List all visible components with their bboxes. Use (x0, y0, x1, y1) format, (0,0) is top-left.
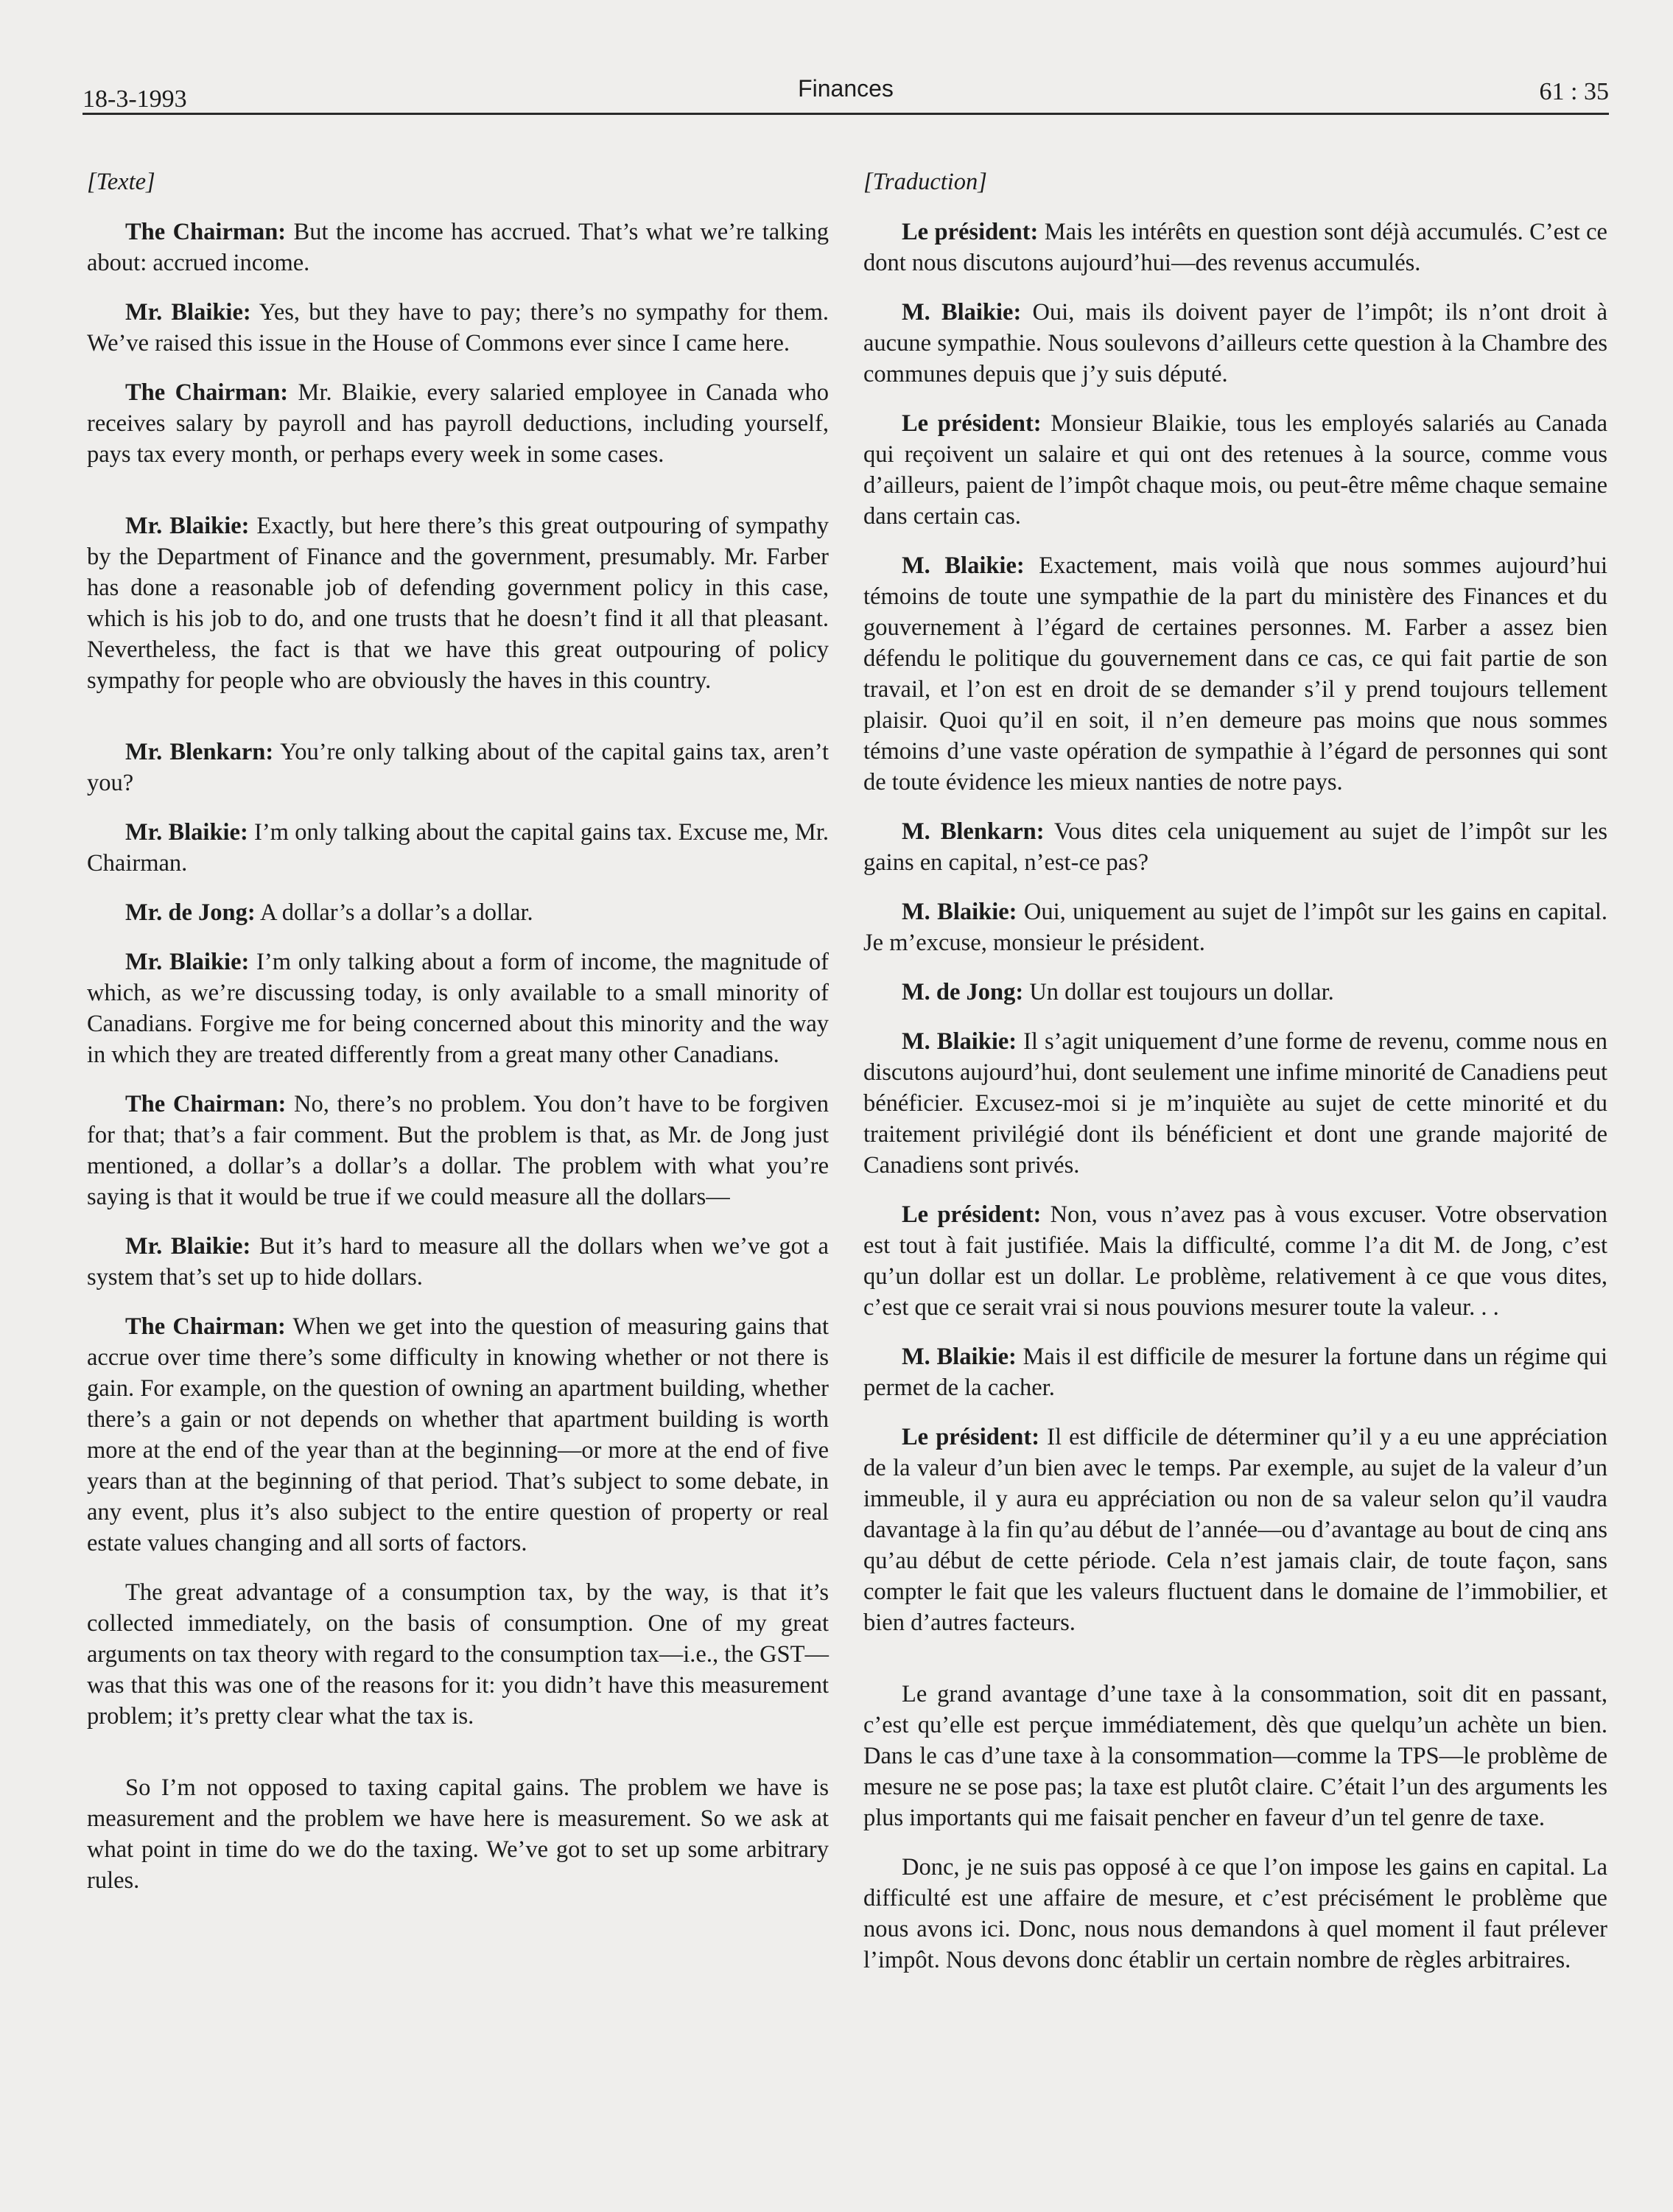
header-rule (83, 113, 1609, 115)
speaker-name: The Chairman: (125, 379, 289, 406)
paragraph-text: But the income has accrued. That’s what we’re talking about: accrued income. (87, 219, 830, 276)
transcript-paragraph (863, 1422, 1607, 1638)
transcript-paragraph (863, 896, 1607, 958)
paragraph-text: Mais il est difficile de mesurer la fortune dans un régime qui permet de la cacher. (863, 1344, 1607, 1401)
speaker-name: The Chairman: (125, 1091, 287, 1117)
paragraph-text: Exactly, but here there’s this great outpouring of sympathy by the Department of Finance and the government, presumably. Mr. Farber has done a reasonable job of defending government policy in this case, which is his job to do, and one trusts that he doesn’t find it all that pleasant. Nevertheless, the fact is that we have this great outpouring of policy sympathy for people who are obviously the haves in this country. (87, 513, 829, 694)
speaker-name: M. Blaikie: (902, 552, 1025, 579)
speaker-name: M. Blenkarn: (902, 818, 1045, 845)
paragraph-text: When we get into the question of measuring gains that accrue over time there’s some difficulty in knowing whether or not there is gain. For example, on the question of owning an apartment building, whether there’s a gain or not depends on whether that apartment building is worth more at the end of the year than at the beginning—or more at the end of five years than at the beginning of that period. That’s subject to some debate, in any event, plus it’s also subject to the entire question of property or real estate values changing and all sorts of factors. (87, 1313, 829, 1556)
paragraph-text: Le grand avantage d’une taxe à la consommation, soit dit en passant, c’est qu’elle est perçue immédiatement, dès que quelqu’un achète un bien. Dans le cas d’une taxe à la consommation—comme la TPS—le problème de mesure ne se pose pas; la taxe est plutôt claire. C’était l’un des arguments les plus importants qui me faisait pencher en faveur d’un tel genre de taxe. (863, 1681, 1607, 1831)
column-label: [Traduction] (863, 169, 987, 195)
header-date: 18-3-1993 (83, 85, 187, 113)
transcript-paragraph (863, 977, 1607, 1008)
speaker-name: Mr. Blaikie: (125, 299, 251, 326)
transcript-paragraph (87, 737, 829, 798)
paragraph-text: Oui, uniquement au sujet de l’impôt sur les gains en capital. Je m’excuse, monsieur le président. (863, 899, 1607, 956)
transcript-paragraph (863, 550, 1607, 798)
paragraph-text: Yes, but they have to pay; there’s no sympathy for them. We’ve raised this issue in the House of Commons ever since I came here. (87, 299, 829, 357)
speaker-name: Mr. de Jong: (125, 899, 256, 926)
transcript-paragraph (87, 1311, 829, 1559)
transcript-paragraph (87, 1577, 829, 1732)
transcript-paragraph (87, 297, 829, 359)
transcript-paragraph (87, 217, 829, 278)
paragraph-text: Il est difficile de déterminer qu’il y a eu une appréciation de la valeur d’un bien avec le temps. Par exemple, au sujet de la valeur d’un immeuble, il y aura eu appréciation ou non de sa valeur selon qu’il vaudra davantage à la fin qu’au début de l’année—ou d’avantage au bout de cinq ans qu’au début de cette période. Cela n’est jamais clair, de toute façon, sans compter le fait que les valeurs fluctuent dans le domaine de l’immobilier, et bien d’autres facteurs. (863, 1424, 1607, 1636)
french-column (863, 166, 1607, 1994)
speaker-name: Le président: (902, 1201, 1042, 1228)
header-page-number: 61 : 35 (1539, 78, 1609, 105)
transcript-paragraph (87, 510, 829, 696)
paragraph-text: Exactement, mais voilà que nous sommes aujourd’hui témoins de toute une sympathie de la part du ministère des Finances et du gouvernement à l’égard de certaines personnes. M. Farber a assez bien défendu le politique du gouvernement dans ce cas, ce qui fait partie de son travail, et l’on est en droit de se demander s’il y prend toujours tellement plaisir. Quoi qu’il en soit, il n’en demeure pas moins que nous sommes témoins d’une vaste opération de sympathie à l’égard de personnes qui sont de toute évidence les mieux nanties de notre pays. (863, 552, 1607, 796)
paragraph-text: Oui, mais ils doivent payer de l’impôt; ils n’ont droit à aucune sympathie. Nous soulevons d’ailleurs cette question à la Chambre des communes depuis que j’y suis député. (863, 299, 1608, 387)
english-column (87, 166, 829, 1914)
column-label: [Texte] (87, 169, 155, 195)
transcript-paragraph (863, 297, 1607, 390)
speaker-name: M. Blaikie: (902, 899, 1017, 925)
transcript-paragraph (87, 947, 829, 1070)
speaker-name: Le président: (902, 219, 1039, 245)
transcript-paragraph (863, 1026, 1607, 1181)
header-section: Finances (798, 75, 894, 102)
transcript-paragraph (863, 408, 1607, 532)
speaker-name: The Chairman: (125, 219, 287, 245)
speaker-name: M. Blaikie: (902, 1028, 1017, 1055)
transcript-paragraph (863, 1199, 1607, 1323)
paragraph-text: Vous dites cela uniquement au sujet de l’impôt sur les gains en capital, n’est-ce pas? (863, 818, 1607, 876)
paragraph-text: I’m only talking about a form of income, the magnitude of which, as we’re discussing today, is only available to a small minority of Canadians. Forgive me for being concerned about this minority and the way in which they are treated differently from a great many other Canadians. (87, 949, 829, 1068)
paragraph-text: So I’m not opposed to taxing capital gains. The problem we have is measurement and the problem we have here is measurement. So we ask at what point in time do we do the taxing. We’ve got to set up some arbitrary rules. (87, 1774, 829, 1894)
paragraph-text: Monsieur Blaikie, tous les employés salariés au Canada qui reçoivent un salaire et qui ont des retenues à la source, comme vous d’ailleurs, paient de l’impôt chaque mois, ou peut-être même chaque semaine dans certain cas. (863, 410, 1607, 530)
paragraph-text: Non, vous n’avez pas à vous excuser. Votre observation est tout à fait justifiée. Mais la difficulté, comme l’a dit M. de Jong, c’est qu’un dollar est un dollar. Le problème, relativement à ce que vous dites, c’est que ce serait vrai si nous pouvions mesurer toute la valeur. . . (863, 1201, 1607, 1321)
speaker-name: Mr. Blenkarn: (125, 739, 274, 765)
speaker-name: The Chairman: (125, 1313, 286, 1340)
transcript-paragraph (863, 816, 1607, 878)
paragraph-text: Donc, je ne suis pas opposé à ce que l’on impose les gains en capital. La difficulté est une affaire de mesure, et c’est précisément le problème que nous avons ici. Donc, nous nous demandons à quel moment il faut prélever l’impôt. Nous devons donc établir un certain nombre de règles arbitraires. (863, 1854, 1607, 1973)
transcript-paragraph (863, 1852, 1607, 1976)
speaker-name: Mr. Blaikie: (125, 819, 248, 846)
transcript-paragraph (87, 1772, 829, 1896)
paragraph-text: But it’s hard to measure all the dollars when we’ve got a system that’s set up to hide dollars. (87, 1233, 829, 1291)
paragraph-text: Il s’agit uniquement d’une forme de revenu, comme nous en discutons aujourd’hui, dont seulement une infime minorité de Canadiens peut bénéficier. Excusez-moi si je m’inquiète au sujet de cette minorité et du traitement privilégié dont ils bénéficient et dont une grande majorité de Canadiens sont privés. (863, 1028, 1607, 1179)
speaker-name: Mr. Blaikie: (125, 949, 250, 975)
speaker-name: Mr. Blaikie: (125, 513, 250, 539)
speaker-name: M. Blaikie: (902, 299, 1022, 326)
transcript-paragraph (863, 1679, 1607, 1833)
page-header (83, 72, 1609, 116)
paragraph-text: I’m only talking about the capital gains tax. Excuse me, Mr. Chairman. (87, 819, 829, 877)
paragraph-text: You’re only talking about of the capital gains tax, aren’t you? (87, 739, 829, 796)
speaker-name: Le président: (902, 410, 1042, 437)
speaker-name: Le président: (902, 1424, 1040, 1450)
paragraph-text: Un dollar est toujours un dollar. (1023, 979, 1334, 1005)
transcript-paragraph (87, 1231, 829, 1293)
paragraph-text: The great advantage of a consumption tax, by the way, is that it’s collected immediately, on the basis of consumption. One of my great arguments on tax theory with regard to the consumption tax—i.e., the GST—was that this was one of the reasons for it: you didn’t have this measurement problem; it’s pretty clear what the tax is. (87, 1579, 829, 1730)
speaker-name: M. Blaikie: (902, 1344, 1017, 1370)
paragraph-text: Mr. Blaikie, every salaried employee in Canada who receives salary by payroll and has payroll deductions, including yourself, pays tax every month, or perhaps every week in some cases. (87, 379, 830, 468)
paragraph-text: Mais les intérêts en question sont déjà accumulés. C’est ce dont nous discutons aujourd’hui—des revenus accumulés. (863, 219, 1607, 276)
speaker-name: Mr. Blaikie: (125, 1233, 251, 1260)
paragraph-text: A dollar’s a dollar’s a dollar. (255, 899, 533, 926)
transcript-paragraph (863, 217, 1607, 278)
transcript-paragraph (863, 1341, 1607, 1403)
transcript-paragraph (87, 377, 829, 470)
transcript-paragraph (87, 1089, 829, 1212)
speaker-name: M. de Jong: (902, 979, 1024, 1005)
transcript-paragraph (87, 817, 829, 879)
transcript-paragraph (87, 897, 829, 928)
paragraph-text: No, there’s no problem. You don’t have to be forgiven for that; that’s a fair comment. But the problem is that, as Mr. de Jong just mentioned, a dollar’s a dollar’s a dollar. The problem with what you’re saying is that it would be true if we could measure all the dollars— (87, 1091, 829, 1210)
